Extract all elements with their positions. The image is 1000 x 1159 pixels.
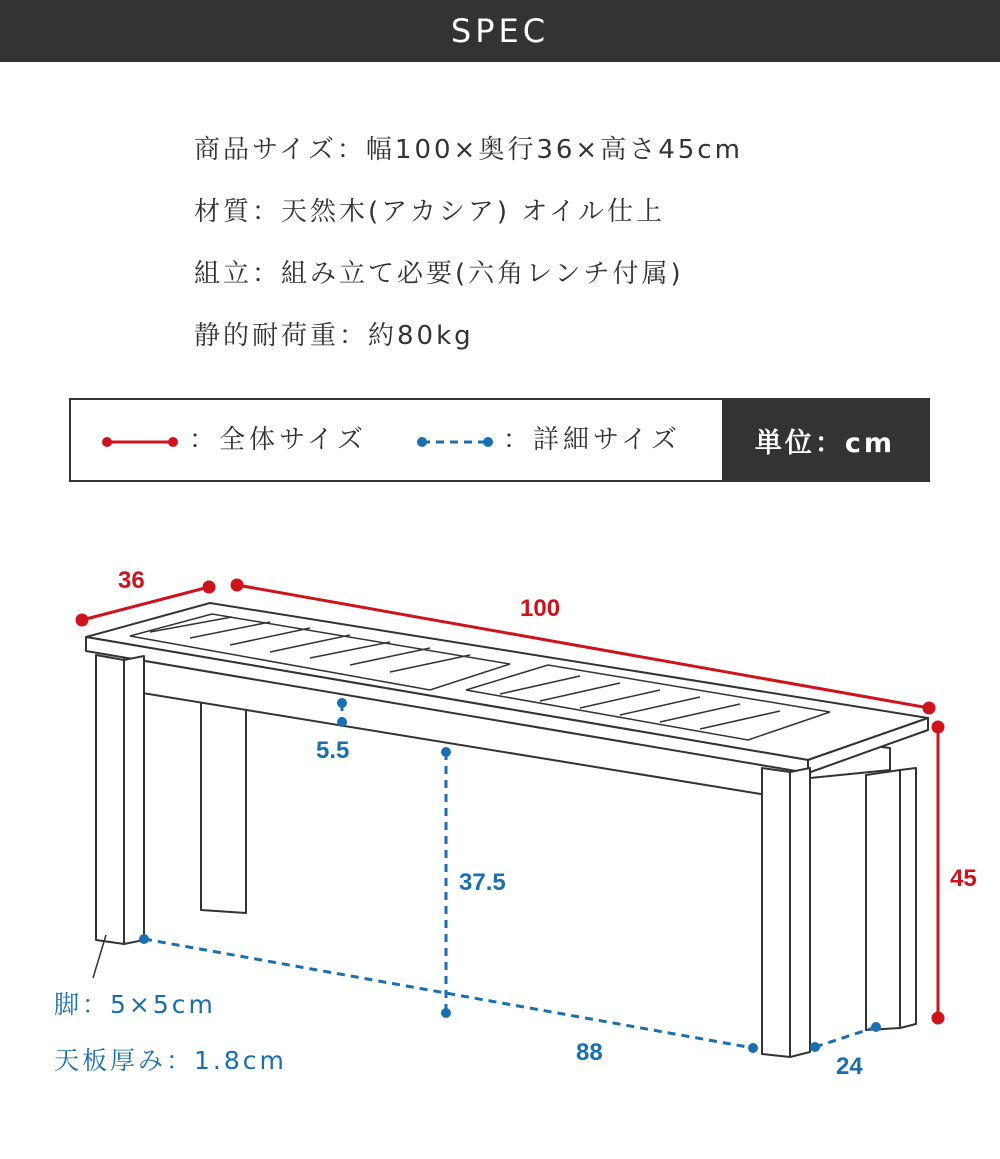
legend-overall-label: ：全体サイズ [189,425,367,455]
clearance-value: 37.5 [459,869,506,896]
leg-size-note: 脚：5×5cm [54,990,216,1019]
depth-value: 36 [118,567,145,594]
top-thickness-note: 天板厚み：1.8cm [54,1046,287,1075]
spec-load: 静的耐荷重：約80kg [194,321,474,351]
height-value: 45 [950,865,977,892]
legend-detail-label: ：詳細サイズ [503,425,681,455]
leg-span-depth-value: 24 [836,1053,863,1080]
leg-span-width-value: 88 [576,1039,603,1066]
spec-size: 商品サイズ：幅100×奥行36×高さ45cm [194,135,743,165]
spec-assembly: 組立：組み立て必要(六角レンチ付属) [194,259,684,289]
apron-value: 5.5 [316,737,350,764]
unit-label: 単位：cm [754,427,896,459]
spec-material: 材質：天然木(アカシア) オイル仕上 [194,197,665,227]
width-value: 100 [520,595,561,622]
spec-title: SPEC [450,12,550,50]
